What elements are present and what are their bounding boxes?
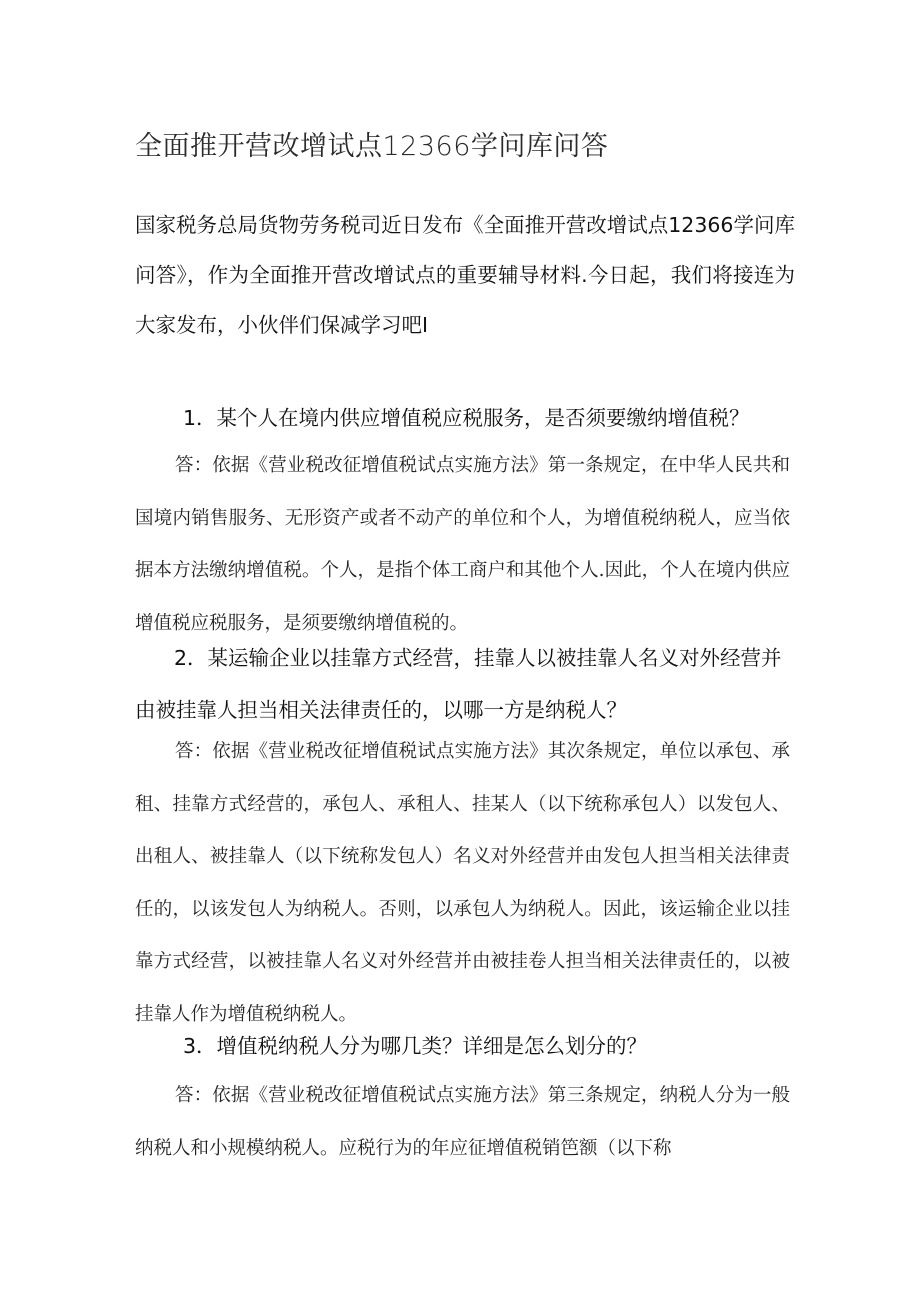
document-title: 全面推开营改增试点12366学问库问答	[135, 131, 609, 162]
question-3: 3．增值税纳税人分为哪几类？详细是怎么划分的？	[183, 1034, 648, 1058]
answer-2: 答：依据《营业税改征增值税试点实施方法》其次条规定，单位以承包、承租、挂靠方式经营的，承包人、承租人、挂某人（以下统称承包人）以发包人、出租人、被挂靠人（以下统称发包人）名义对外经营并由发包人担当相关法律责任的，以该发包人为纳税人。否则，以承包人为纳税人。因此，该运输企业以挂靠方式经营，以被挂靠人名义对外经营并由被挂卷人担当相关法律责任的，以被挂靠人作为增值税纳税人。	[135, 741, 790, 1025]
question-1: 1．某个人在境内供应增值税应税服务，是否须要缴纳增值税？	[183, 406, 750, 430]
question-2: 2．某运输企业以挂靠方式经营，挂靠人以被挂靠人名义对外经营并由被挂靠人担当相关法律责任的，以哪一方是纳税人？	[135, 646, 782, 722]
answer-3: 答：依据《营业税改征增值税试点实施方法》第三条规定，纳税人分为一般纳税人和小规模纳税人。应税行为的年应征增值税销笆额（以下称	[135, 1085, 790, 1159]
answer-1: 答：依据《营业税改征增值税试点实施方法》第一条规定，在中华人民共和国境内销售服务、无形资产或者不动产的单位和个人，为增值税纳税人，应当依据本方法缴纳增值税。个人，是指个体工商户和其他个人.因此，个人在境内供应增值税应税服务，是须要缴纳增值税的。	[135, 455, 790, 634]
intro-paragraph: 国家税务总局货物劳务税司近日发布《全面推开营改增试点12366学问库问答》，作为全面推开营改增试点的重要辅导材料.今日起，我们将接连为大家发布，小伙伴们保减学习吧I	[135, 213, 795, 337]
